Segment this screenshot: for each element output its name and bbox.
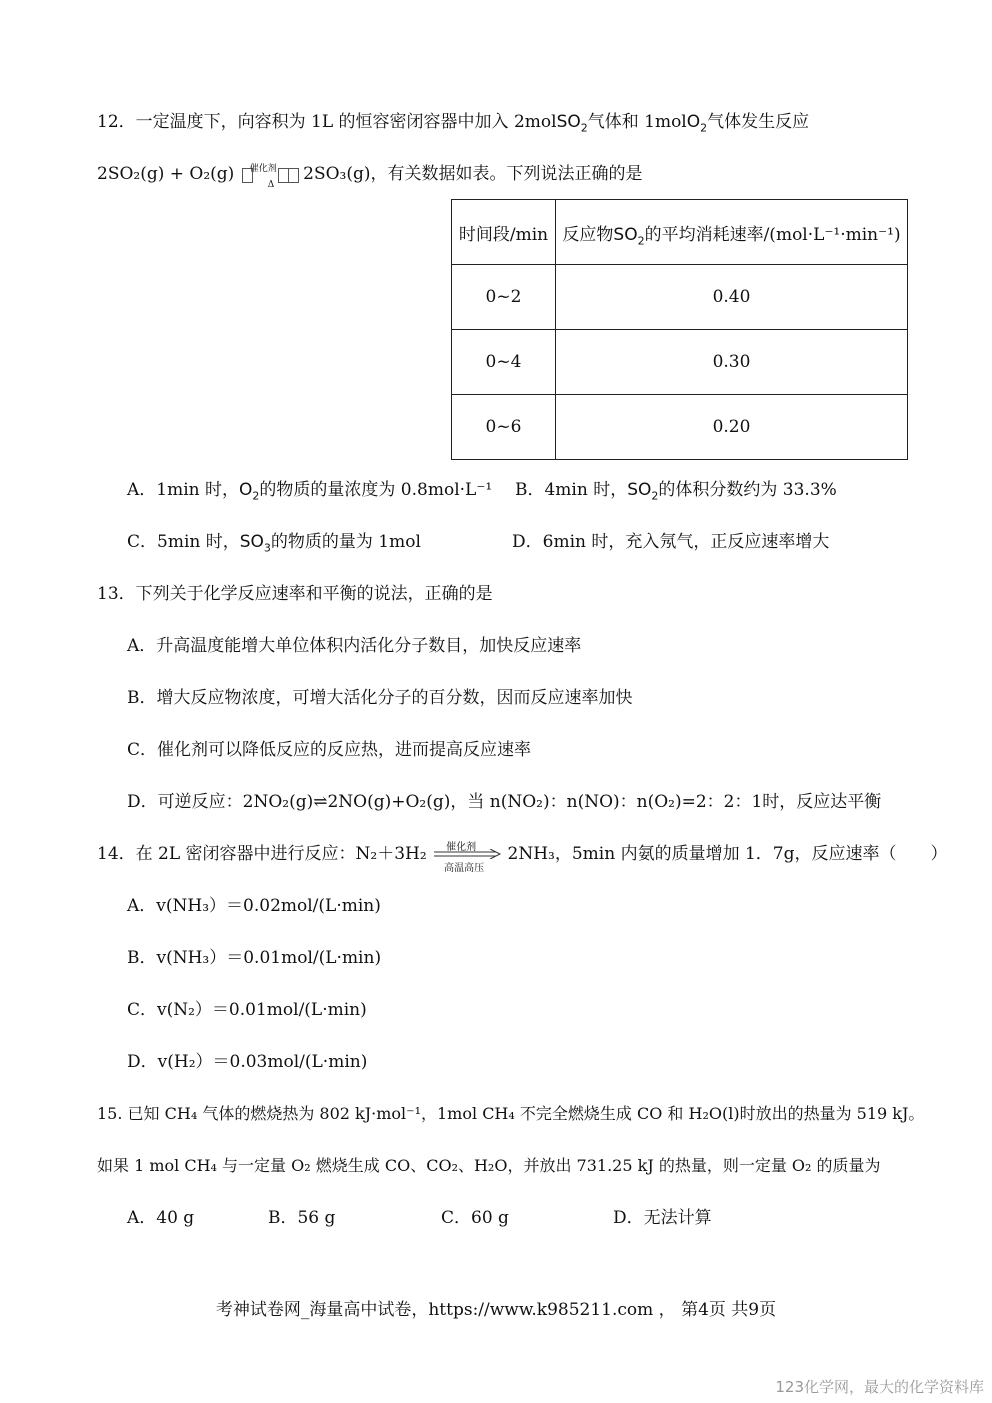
watermark-text: 123化学网，最大的化学资料库 bbox=[775, 1378, 984, 1396]
catalyst-arrow: 催化剂 高温高压 bbox=[432, 843, 502, 867]
q14-option-c: C．v(N₂）＝0.01mol/(L·min) bbox=[127, 1000, 367, 1020]
catalyst-equilibrium-arrow: 催化剂 Δ bbox=[240, 163, 298, 187]
q12-option-b: B．4min 时，$SO_2$的体积分数约为 33.3% bbox=[515, 480, 837, 503]
table-cell-time: 0~4 bbox=[452, 330, 556, 395]
q14-option-d: D．v(H₂）＝0.03mol/(L·min) bbox=[127, 1052, 368, 1072]
q13-option-d: D．可逆反应：2NO₂(g)⇌2NO(g)+O₂(g)，当 n(NO₂)：n(NO)：n(O₂)=2：2：1时，反应达平衡 bbox=[127, 792, 882, 812]
q12-option-d: D．6min 时，充入氖气，正反应速率增大 bbox=[512, 532, 830, 552]
q12-stem-line1: 12．一定温度下，向容积为 1L 的恒容密闭容器中加入 2molSO$_2$气体和 1molO$_2$气体发生反应 bbox=[97, 112, 810, 135]
q15-option-d: D．无法计算 bbox=[613, 1208, 712, 1228]
q12-option-a: A．1min 时，$O_2$的物质的量浓度为 0.8mol·L⁻¹ bbox=[127, 480, 493, 503]
q12-equation-line: 2SO₂(g) + O₂(g) 催化剂 Δ 2SO₃(g)，有关数据如表。下列说法正确的是 bbox=[97, 163, 643, 190]
table-cell-rate: 0.20 bbox=[556, 395, 908, 460]
table-cell-time: 0~6 bbox=[452, 395, 556, 460]
q13-stem: 13．下列关于化学反应速率和平衡的说法，正确的是 bbox=[97, 584, 493, 604]
rate-table bbox=[451, 199, 908, 460]
q15-option-b: B．56 g bbox=[268, 1208, 336, 1228]
table-cell-rate: 0.30 bbox=[556, 330, 908, 395]
equation-right: 2SO₃(g) bbox=[303, 164, 371, 184]
table-cell-time: 0~2 bbox=[452, 265, 556, 330]
q15-option-c: C．60 g bbox=[441, 1208, 509, 1228]
q13-option-b: B．增大反应物浓度，可增大活化分子的百分数，因而反应速率加快 bbox=[127, 688, 633, 708]
table-row bbox=[452, 395, 908, 460]
page-footer: 考神试卷网_海量高中试卷，https://www.k985211.com ， 第4页 共9页 bbox=[215, 1300, 777, 1320]
q13-option-a: A．升高温度能增大单位体积内活化分子数目，加快反应速率 bbox=[127, 636, 582, 656]
equation-left: 2SO₂(g) + O₂(g) bbox=[97, 164, 235, 184]
q15-stem-line1: 15. 已知 CH₄ 气体的燃烧热为 802 kJ·mol⁻¹，1mol CH₄ 不完全燃烧生成 CO 和 H₂O(l)时放出的热量为 519 kJ。 bbox=[97, 1104, 925, 1123]
q15-option-a: A．40 g bbox=[127, 1208, 195, 1228]
table-cell-rate: 0.40 bbox=[556, 265, 908, 330]
q14-stem: 14．在 2L 密闭容器中进行反应：N₂＋3H₂ 催化剂 高温高压 2NH₃，5min 内氨的质量增加 1．7g，反应速率（ ） bbox=[97, 841, 948, 874]
q15-stem-line2: 如果 1 mol CH₄ 与一定量 O₂ 燃烧生成 CO、CO₂、H₂O，并放出 731.25 kJ 的热量，则一定量 O₂ 的质量为 bbox=[97, 1156, 881, 1175]
table-header-row bbox=[452, 200, 908, 265]
q12-option-c: C．5min 时，$SO_3$的物质的量为 1mol bbox=[127, 532, 421, 555]
table-header-rate: 反应物$SO_2$的平均消耗速率/(mol·L⁻¹·min⁻¹) bbox=[556, 200, 908, 265]
table-row bbox=[452, 265, 908, 330]
q14-option-a: A．v(NH₃）＝0.02mol/(L·min) bbox=[127, 896, 381, 916]
q13-option-c: C．催化剂可以降低反应的反应热，进而提高反应速率 bbox=[127, 740, 532, 760]
table-row bbox=[452, 330, 908, 395]
q14-option-b: B．v(NH₃）＝0.01mol/(L·min) bbox=[127, 948, 382, 968]
table-header-time: 时间段/min bbox=[452, 200, 556, 265]
